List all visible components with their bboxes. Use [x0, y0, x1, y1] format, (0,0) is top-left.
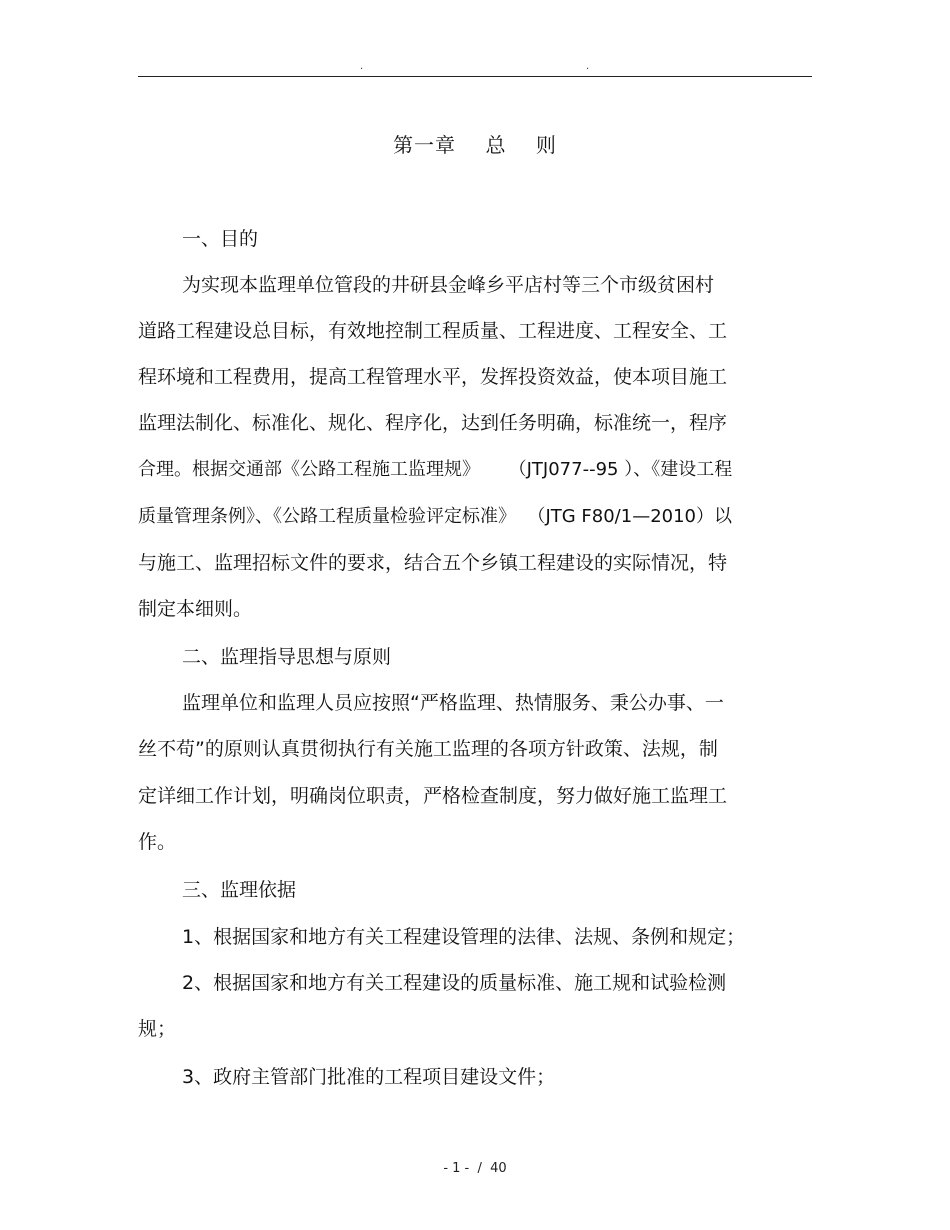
paragraph-line: 作。: [138, 831, 177, 853]
header-dot-left: .: [360, 61, 364, 72]
paragraph-line: 制定本细则。: [138, 598, 253, 620]
paragraph-line: 定详细工作计划，明确岗位职责，严格检查制度，努力做好施工监理工: [138, 785, 728, 807]
paragraph-line: 程环境和工程费用，提高工程管理水平，发挥投资效益，使本项目施工: [138, 366, 728, 388]
paragraph-line: 与施工、监理招标文件的要求，结合五个乡镇工程建设的实际情况，特: [138, 552, 728, 574]
list-item: 2、根据国家和地方有关工程建设的质量标准、施工规和试验检测: [182, 972, 727, 994]
list-item-continuation: 规；: [138, 1018, 177, 1040]
paragraph-line: 为实现本监理单位管段的井研县金峰乡平店村等三个市级贫困村: [182, 274, 715, 296]
section-heading-basis: 三、监理依据: [182, 879, 297, 901]
list-item: 1、根据国家和地方有关工程建设管理的法律、法规、条例和规定；: [182, 926, 746, 948]
paragraph-line: 合理。根据交通部《公路工程施工监理规》 （JTJ077--95 ）、《建设工程: [138, 459, 733, 480]
header-dot-right: .: [586, 61, 590, 72]
paragraph-line: 丝不苟”的原则认真贯彻执行有关施工监理的各项方针政策、法规，制: [138, 738, 718, 760]
list-item: 3、政府主管部门批准的工程项目建设文件；: [182, 1066, 556, 1088]
paragraph-line: 监理单位和监理人员应按照“严格监理、热情服务、秉公办事、一: [182, 692, 724, 714]
paragraph-line: 质量管理条例》、《公路工程质量检验评定标准》 （JTG F80/1—2010）以: [138, 506, 732, 527]
header-rule: [138, 76, 812, 77]
page-number: - 1 - / 40: [443, 1161, 507, 1176]
section-heading-principles: 二、监理指导思想与原则: [182, 646, 392, 668]
chapter-title: 第一章 总 则: [393, 133, 557, 157]
paragraph-line: 道路工程建设总目标，有效地控制工程质量、工程进度、工程安全、工: [138, 320, 728, 342]
section-heading-purpose: 一、目的: [182, 228, 259, 250]
paragraph-line: 监理法制化、标准化、规化、程序化，达到任务明确，标准统一，程序: [138, 412, 728, 434]
